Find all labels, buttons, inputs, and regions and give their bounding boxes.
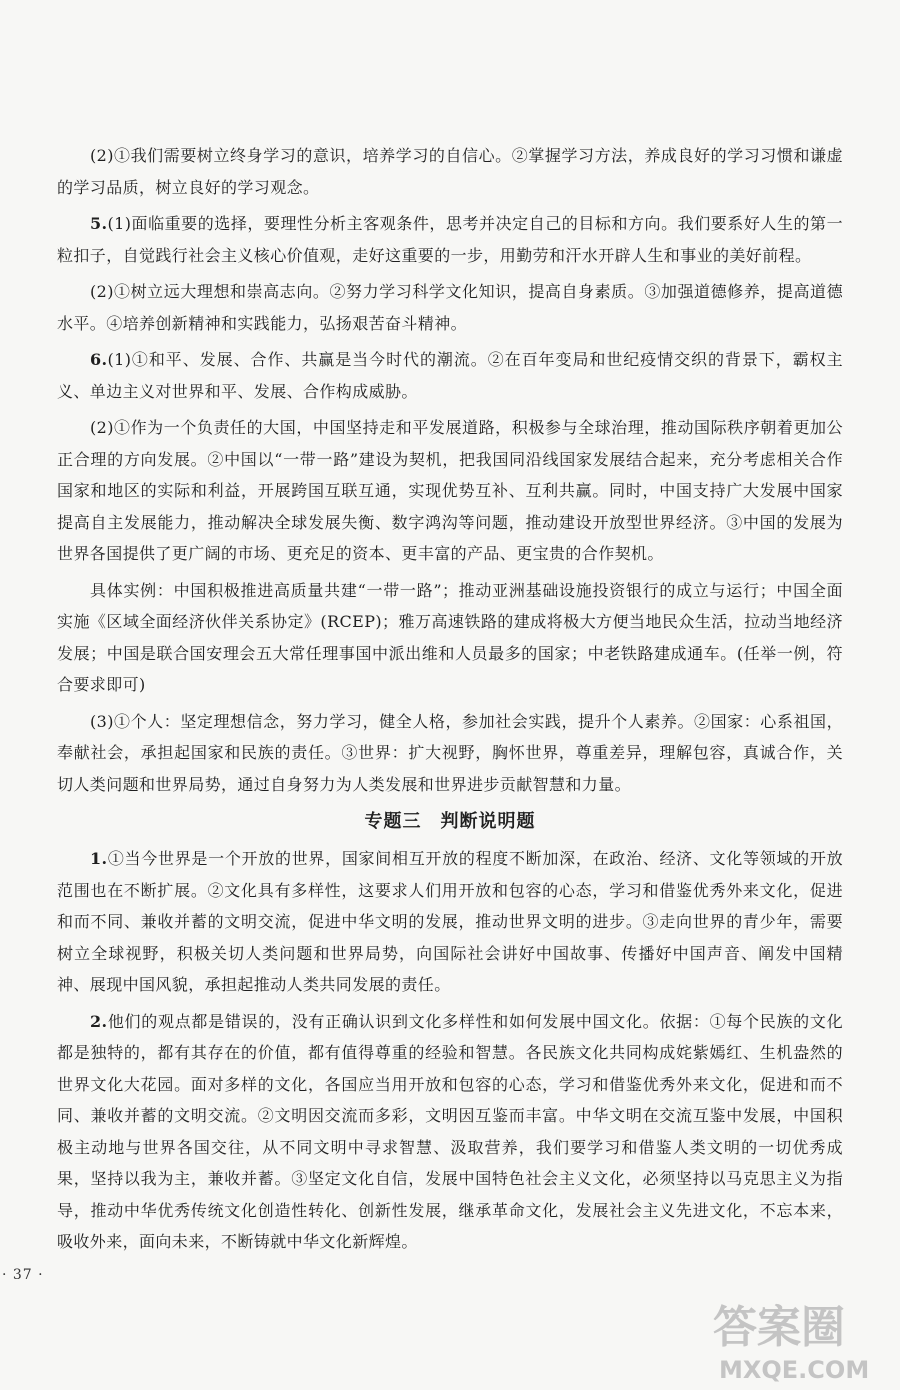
answer-paragraph: (2)①树立远大理想和崇高志向。②努力学习科学文化知识，提高自身素质。③加强道德修养，提高道德水平。④培养创新精神和实践能力，弘扬艰苦奋斗精神。 bbox=[57, 282, 843, 333]
answer-paragraph: 1.①当今世界是一个开放的世界，国家间相互开放的程度不断加深，在政治、经济、文化等领域的开放范围也在不断扩展。②文化具有多样性，这要求人们用开放和包容的心态，学习和借鉴优秀外来文化，促进和而不同、兼收并蓄的文明交流，促进中华文明的发展，推动世界文明的进步。③走向世界的青少年，需要树立全球视野，积极关切人类问题和世界局势，向国际社会讲好中国故事、传播好中国声音、阐发中国精神、展现中国风貌，承担起推动人类共同发展的责任。 bbox=[57, 849, 843, 994]
answer-paragraph: (3)①个人：坚定理想信念，努力学习，健全人格，参加社会实践，提升个人素养。②国家：心系祖国，奉献社会，承担起国家和民族的责任。③世界：扩大视野，胸怀世界，尊重差异，理解包容，真诚合作，关切人类问题和世界局势，通过自身努力为人类发展和世界进步贡献智慧和力量。 bbox=[57, 711, 843, 794]
answer-paragraph: 2.他们的观点都是错误的，没有正确认识到文化多样性和如何发展中国文化。依据：①每个民族的文化都是独特的，都有其存在的价值，都有值得尊重的经验和智慧。各民族文化共同构成姹紫嫣红、生机盎然的世界文化大花园。面对多样的文化，各国应当用开放和包容的心态，学习和借鉴优秀外来文化，促进和而不同、兼收并蓄的文明交流。②文明因交流而多彩，文明因互鉴而丰富。中华文明在交流互鉴中发展，中国积极主动地与世界各国交往，从不同文明中寻求智慧、汲取营养，我们要学习和借鉴人类文明的一切优秀成果，坚持以我为主，兼收并蓄。③坚定文化自信，发展中国特色社会主义文化，必须坚持以马克思主义为指导，推动中华优秀传统文化创造性转化、创新性发展，继承革命文化，发展社会主义先进文化，不忘本来，吸收外来，面向未来，不断铸就中华文化新辉煌。 bbox=[57, 1011, 843, 1251]
answer-paragraph: (2)①我们需要树立终身学习的意识，培养学习的自信心。②掌握学习方法，养成良好的学习习惯和谦虚的学习品质，树立良好的学习观念。 bbox=[57, 146, 843, 197]
page-content bbox=[57, 140, 843, 1263]
answer-paragraph: 5.(1)面临重要的选择，要理性分析主客观条件，思考并决定自己的目标和方向。我们要系好人生的第一粒扣子，自觉践行社会主义核心价值观，走好这重要的一步，用勤劳和汗水开辟人生和事业的美好前程。 bbox=[57, 214, 843, 265]
section-title: 专题三 判断说明题 bbox=[364, 811, 536, 832]
watermark-bottom-text: MXQE.COM bbox=[719, 1356, 870, 1384]
watermark-logo bbox=[705, 1290, 895, 1385]
watermark-top-text: 答案圈 bbox=[713, 1302, 845, 1353]
page-number: · 37 · bbox=[2, 1267, 44, 1283]
answer-paragraph: 6.(1)①和平、发展、合作、共赢是当今时代的潮流。②在百年变局和世纪疫情交织的背景下，霸权主义、单边主义对世界和平、发展、合作构成威胁。 bbox=[57, 350, 843, 401]
answer-paragraph: (2)①作为一个负责任的大国，中国坚持走和平发展道路，积极参与全球治理，推动国际秩序朝着更加公正合理的方向发展。②中国以“一带一路”建设为契机，把我国同沿线国家发展结合起来，充分考虑相关合作国家和地区的实际和利益，开展跨国互联互通，实现优势互补、互利共赢。同时，中国支持广大发展中国家提高自主发展能力，推动解决全球发展失衡、数字鸿沟等问题，推动建设开放型世界经济。③中国的发展为世界各国提供了更广阔的市场、更充足的资本、更丰富的产品、更宝贵的合作契机。 bbox=[57, 418, 843, 563]
answer-paragraph: 具体实例：中国积极推进高质量共建“一带一路”；推动亚洲基础设施投资银行的成立与运行；中国全面实施《区域全面经济伙伴关系协定》(RCEP)；雅万高速铁路的建成将极大方便当地民众生活，拉动当地经济发展；中国是联合国安理会五大常任理事国中派出维和人员最多的国家；中老铁路建成通车。(任举一例，符合要求即可) bbox=[57, 580, 843, 694]
